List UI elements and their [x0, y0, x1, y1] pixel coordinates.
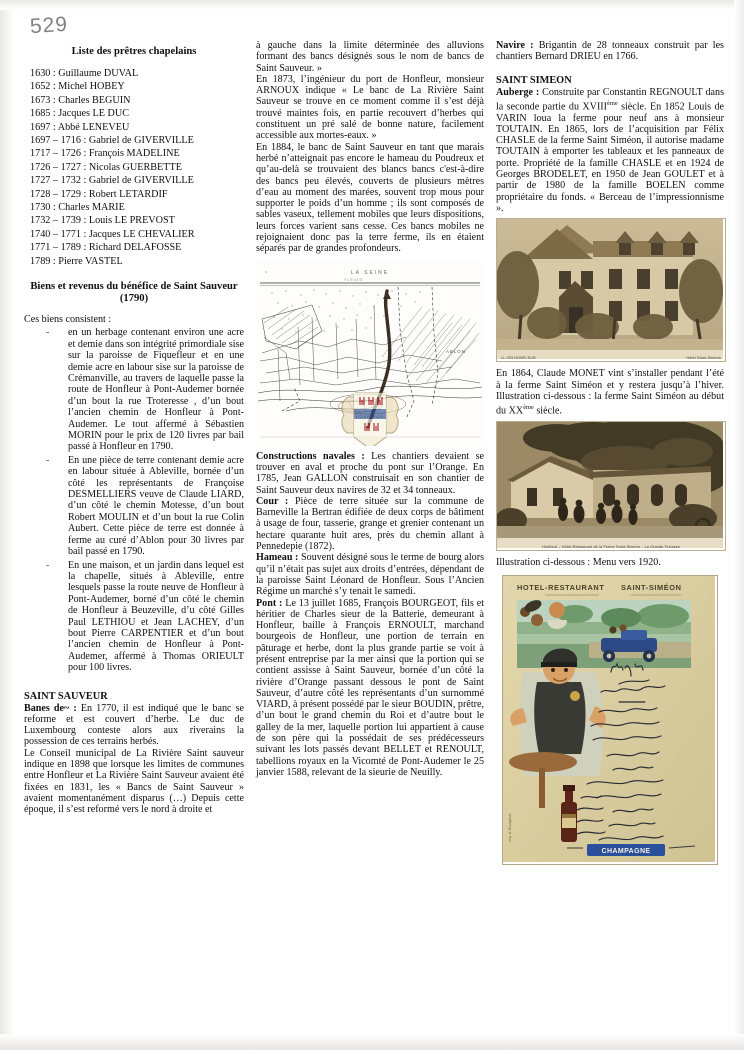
- menu-banner-label: CHAMPAGNE: [601, 847, 651, 855]
- menu-header-right: SAINT-SIMÉON: [621, 582, 682, 592]
- list-item: 1630 : Guillaume DUVAL: [30, 68, 139, 79]
- monet-text-part2: siècle.: [533, 405, 562, 417]
- list-item: 1740 – 1771 : Jacques LE CHEVALIER: [30, 228, 195, 240]
- photo1-caption-right: Hôtel Saint-Siméon: [686, 356, 721, 361]
- entry-term: Auberge :: [496, 86, 540, 98]
- menu-saint-simeon-drawing: [503, 576, 715, 862]
- entry-pont: [256, 598, 484, 779]
- list-item: 1652 : Michel HOBEY: [30, 81, 125, 93]
- entry-auberge: [496, 87, 724, 215]
- list-item: 1727 – 1732 : Gabriel de GIVERVILLE: [30, 175, 194, 187]
- hotel-saint-simeon-illustration: [497, 219, 723, 359]
- photo-ferme-saint-simeon-terrasse: [496, 421, 726, 551]
- list-item: 1730 : Charles MARIE: [30, 202, 125, 214]
- right-column: [496, 40, 724, 1035]
- photo2-caption-text: Honfleur – Hôtel-Restaurant de la Ferme Saint-Siméon – La Grande Terrasse: [542, 545, 680, 550]
- conseil-paragraph: Le Conseil municipal de La Rivière Saint sauveur indique en 1898 que lorsque les limites de communes entre Honfleur et La Rivière Saint Sauveur avaient été fixées en 1831, les « Bancs de Saint Sauveur » avaient momentanément disparus (…) Depuis cette époque, il s’est reformé vers le nord à droite et: [24, 747, 244, 816]
- bancs-label: Banes de~ :: [24, 702, 77, 714]
- list-item: - En une maison, et un jardin dans lequel est la chapelle, situés à Ableville, entre lesquels passe la route neuve de Honfleur à Pont-Audemer, borné d’un côté le chemin de Honfleur à Beuzeville, d’u côté Gilles Paul LETHIOU et Jean LACHEY, d’un bout Pierre CARPENTIER et d’un bout l’ancien chemin de Honfleur à Pont-Audemer, affermé à Thomas ORIEULT pour 100 livres.: [24, 560, 244, 674]
- entry-text: Pièce de terre située sur la commune de Barneville la Bertran édifiée de deux corps de bâtiment à usage de four, tasserie, grange et grenier contenant un hectare quarante huit ares, près du chemin allant à Pennedepie (1872).: [256, 495, 484, 553]
- scan-edge-left: [0, 0, 14, 1050]
- list-item: 1771 – 1789 : Richard DELAFOSSE: [30, 242, 182, 254]
- photo2-caption: [501, 545, 721, 549]
- saint-simeon-heading: SAINT SIMEON: [496, 74, 572, 86]
- map-label-seine: LA SEINE: [350, 269, 390, 276]
- benefice-heading: Biens et revenus du bénéfice de Saint Sauveur (1790): [30, 281, 238, 305]
- three-column-layout: [24, 40, 724, 1035]
- ferme-terrasse-illustration: [497, 422, 723, 548]
- coat-of-arms-watermark: [338, 379, 402, 446]
- photo1-caption: [501, 356, 721, 360]
- entry-term: Cour :: [256, 495, 289, 507]
- list-item: - En une pièce de terre contenant demie acre en labour située à Ableville, bornée d’un côté les représentants de Françoise DESMELLIERS veuve de Claude LIARD, d’un côté le chemin Motesse, d’un bout Robert MOULIN et d’un bout la rue Colin Aubert. Cette pièce de terre est donnée à ferme au curé d’Ablon pour 30 livres par bail passé en 1790.: [24, 455, 244, 558]
- list-item: 1697 : Abbé LENEVEU: [30, 121, 130, 133]
- priests-heading: Liste des prêtres chapelains: [71, 46, 197, 57]
- cadastral-map-figure: [256, 261, 484, 446]
- photo-hotel-saint-simeon: [496, 218, 726, 362]
- monet-paragraph: [496, 368, 724, 417]
- menu-note: Illustration ci-dessous : Menu vers 1920.: [496, 557, 661, 569]
- entry-text: Les chantiers devaient se trouver en aval et proche du pont sur l’Orange. En 1785, Jean GALLON construisait en son chantier de Saint Sauveur deux navires de 32 et 34 tonneaux.: [256, 450, 484, 496]
- entry-text-part1: Construite par Constantin REGNOULT dans la seconde partie du XVIII: [496, 86, 724, 113]
- menu-header-left: HOTEL-RESTAURANT: [517, 582, 605, 592]
- entry-text: Le 13 juillet 1685, François BOURGEOT, fils et héritier de Charles sieur de la Batterie, demeurant à Honfleur, baille à François ERNOULT, marchand bourgeois de Honfleur, une portion de terrain en pâturage et herbe, dont la plus grande partie se voit à présent entreprise par la mer ainsi que la portion qui se contient assisse à Saint Sauveur, bornée d’un côté la rivière d’Orange passant dessous le pont de Saint Sauveur, d’autre côté les représentants d’un surnommé VIARD, à présent possédé par le sieur BOUDIN, prêtre, d’un bout le grand chemin du Roi et d’autre bout le galley de la mer, laquelle portion lui appartient à cause de son père qui la possédait de ses prédécesseurs suivant les lots passés devant BELLET et RENOULT, tabellions royaux en la Vicomté de Pont-Audemer le 25 janvier 1588, relevant de la sieurie de Neuilly.: [256, 597, 485, 778]
- priests-list: [30, 67, 244, 268]
- list-item: 1789 : Pierre VASTEL: [30, 255, 123, 267]
- list-item: 1685 : Jacques LE DUC: [30, 108, 130, 120]
- list-item: 1732 – 1739 : Louis LE PREVOST: [30, 215, 175, 227]
- saint-sauveur-heading: SAINT SAUVEUR: [24, 690, 108, 702]
- entry-hameau: [256, 552, 484, 597]
- scan-edge-bottom: [0, 1034, 744, 1050]
- continuation-paragraph: à gauche dans la limite déterminée des alluvions formant des bancs désignés sous le nom de bancs de Saint Sauveur. »: [256, 40, 484, 74]
- ordinal-suffix: ème: [523, 404, 534, 412]
- scan-edge-top: [0, 0, 744, 10]
- entry-navire: [496, 40, 724, 63]
- left-column: [24, 40, 244, 1035]
- entry-text: Brigantin de 28 tonneaux construit par les chantiers Bernard DRIEU en 1766.: [496, 40, 724, 63]
- entry-constructions-navales: [256, 451, 484, 496]
- ordinal-suffix: ème: [607, 99, 618, 107]
- entry-text: Souvent désigné sous le terme de bourg alors qu’il n’était pas sujet aux droits d’entrées, dépendant de la paroisse Saint Léonard de Honfleur. Sous l’Ancien Régime un marché s’y tenait le samedi.: [256, 552, 484, 598]
- list-item: 1726 – 1727 : Nicolas GUERBETTE: [30, 161, 182, 173]
- entry-cour: [256, 496, 484, 552]
- entry-term: Pont :: [256, 597, 283, 609]
- svg-text:Imp. A. Bourgeois: Imp. A. Bourgeois: [508, 813, 512, 842]
- middle-column: [256, 40, 484, 1035]
- map-label-corner: N: [265, 269, 268, 274]
- handwritten-folio-number: 529: [29, 12, 69, 39]
- list-item: 1697 – 1716 : Gabriel de GIVERVILLE: [30, 135, 194, 147]
- entry-term: Hameau :: [256, 552, 299, 564]
- map-label-fleuve: FLEUVE: [344, 277, 364, 282]
- paragraph-1873: En 1873, l’ingénieur du port de Honfleur, monsieur ARNOUX indique « Le banc de La Rivière Saint Sauveur se trouve en ce moment comme il s’est déjà trouvé maintes fois, en partie recouvert d’herbes qui constituent un pré salé de bonne nature, facilement accessible aux mortes-eaux. »: [256, 73, 484, 142]
- list-item: 1673 : Charles BEGUIN: [30, 94, 131, 106]
- photo1-caption-left: LL.203 HONFLEUR: [501, 356, 536, 361]
- scan-edge-right: [734, 0, 744, 1050]
- benefice-intro: Ces biens consistent :: [24, 314, 112, 326]
- list-item: 1717 – 1726 : François MADELINE: [30, 148, 180, 160]
- bancs-paragraph: [24, 703, 244, 748]
- paragraph-1884: En 1884, le banc de Saint Sauveur en tant que marais herbé n’atteignait pas encore le hameau du Poudreux et qu’au-delà se trouvaient des blancs bancs c'est-à-dire des bancs peu élevés, couverts de plusieurs mètres d’eau au moment des marées, souvent trop mous pour supporter le poids d’un homme ; ils sont composés de sables vaseux, tellement mobiles que leurs dispositions, leurs forces varient sans cesse. Ces bancs mobiles ne rejoignaient donc pas la terre ferme, ils en étaient séparés par de grandes profondeurs.: [256, 141, 484, 255]
- list-item: - en un herbage contenant environ une acre et demie dans son intégrité primordiale sise sur la paroisse de Fiquefleur et en une demie acre en labour sise sur la paroisse de Crémanville, au travers de laquelle passe la route de Honfleur à Pont-Audemer bornée d’un bout la rue Troteresse , d’un bout l’ancien chemin de Honfleur à Pont-Audemer. Le tout affermé à Sébastien MORIN pour le prix de 120 livres par bail passé à Honfleur en 1790.: [24, 327, 244, 452]
- list-item: 1728 – 1729 : Robert LETARDIF: [30, 188, 168, 200]
- monet-text-part1: En 1864, Claude MONET vint s’installer pendant l’été à la ferme Saint Siméon et y restera jusqu’à l’hiver. Illustration ci-dessous : la ferme Saint Siméon au début du XX: [496, 368, 724, 417]
- entry-term: Navire :: [496, 40, 534, 51]
- bancs-text: En 1770, il est indiqué que le banc se reforme et est couvert d’herbe. Le duc de Luxembourg conteste alors aux riverains la possession de ces terrains herbés.: [24, 702, 244, 748]
- menu-illustration: [502, 575, 718, 865]
- benefice-items: [24, 327, 244, 673]
- entry-term: Constructions navales :: [256, 450, 365, 462]
- map-label-ablon: ABLON: [446, 348, 466, 354]
- entry-text-part2: siècle. En 1852 Louis de VARIN loua la ferme pour neuf ans à monsieur TOUTAIN. En 1865, lors de l’acquisition par Félix CHASLE de la ferme Saint Siméon, il autorise madame TOUTAIN à emporter les tableaux et les panneaux de porte. Propriété de la famille CHASLE et en 1924 de Georges BRODELET, en 1950 de Jean GOULET et à partir de 1980 de la famille BOELEN comme propriétaire du fonds. « Berceau de l’impressionnisme ».: [496, 101, 724, 214]
